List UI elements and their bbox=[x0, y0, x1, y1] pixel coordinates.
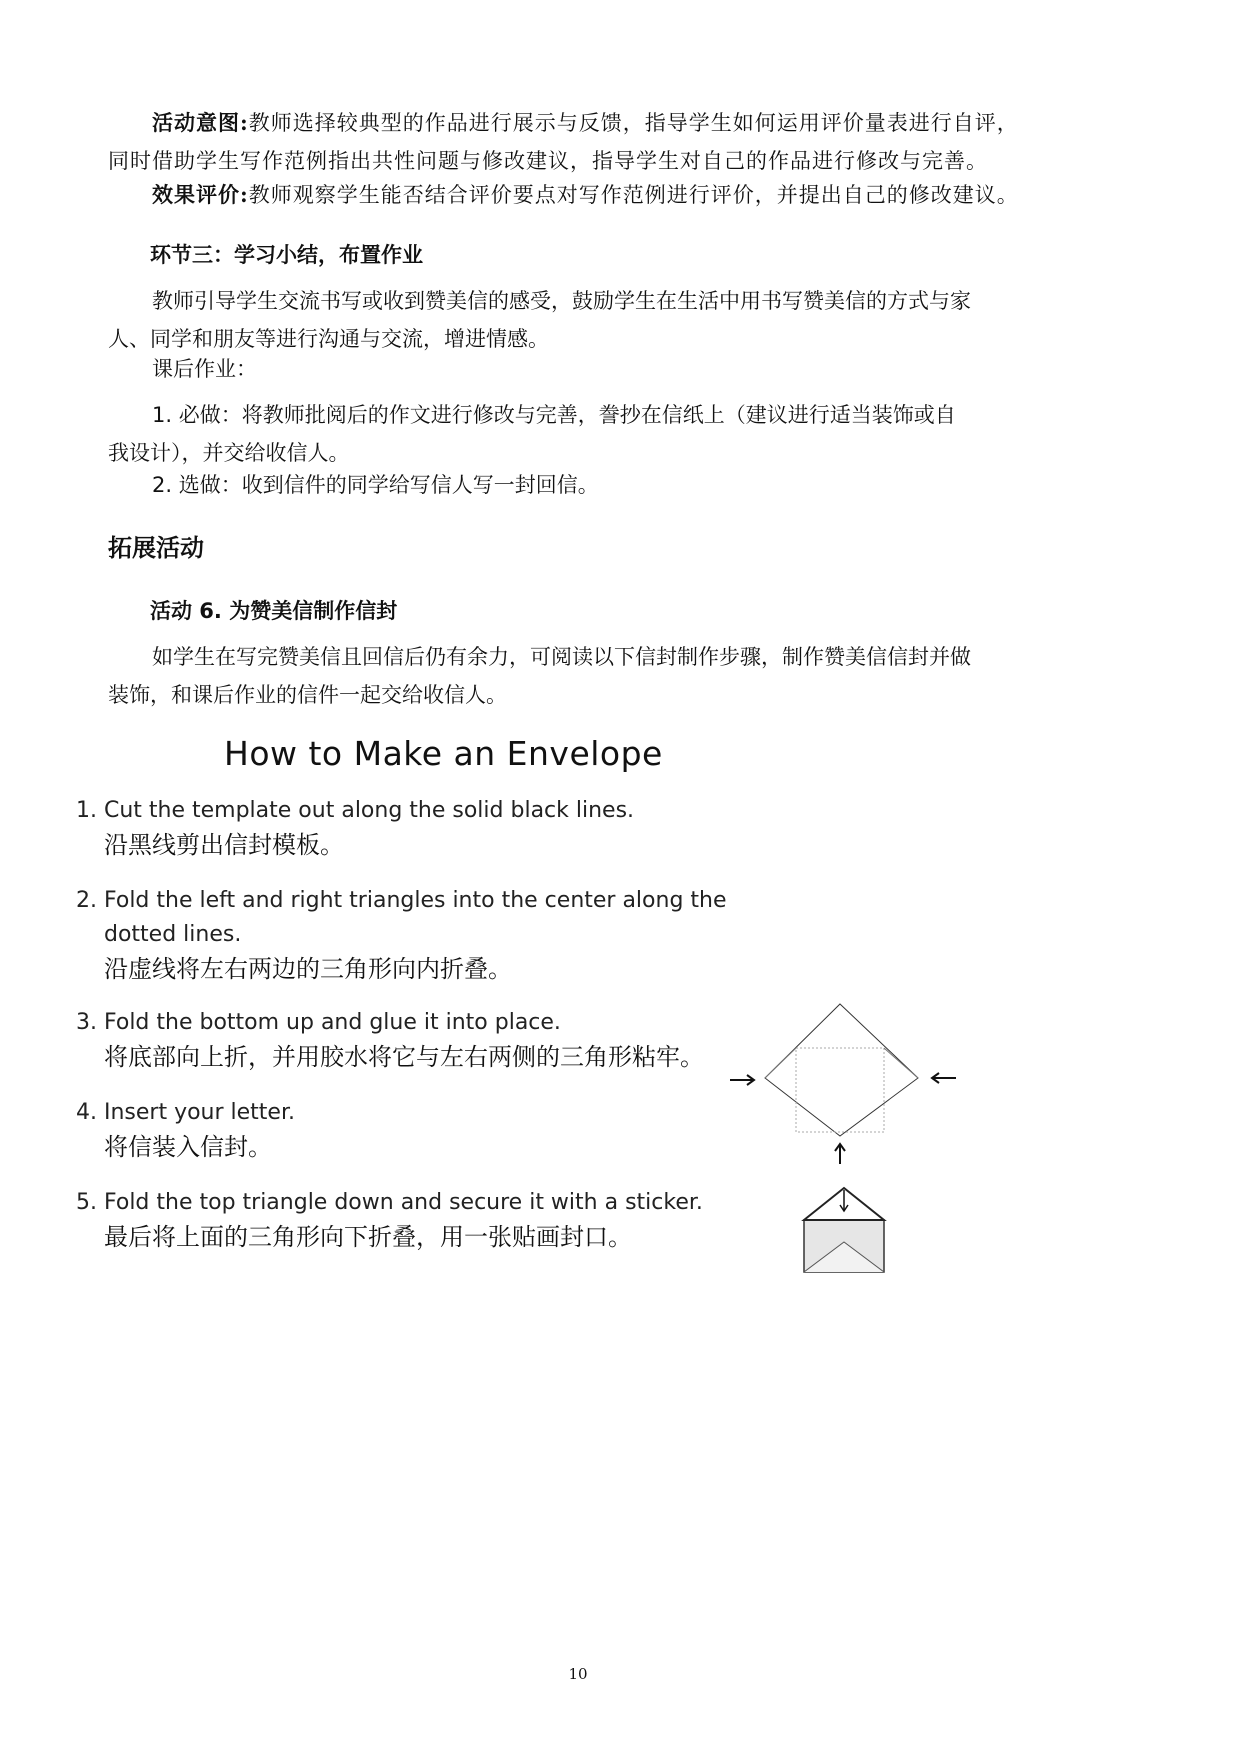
step2-en2: dotted lines. bbox=[104, 922, 242, 947]
envelope-template-diagram bbox=[720, 1000, 970, 1170]
step2-zh: 沿虚线将左右两边的三角形向内折叠。 bbox=[104, 955, 512, 983]
hw1-line2: 我设计），并交给收信人。 bbox=[108, 441, 350, 465]
arrow-right-icon bbox=[730, 1075, 754, 1085]
step4-en: 4. Insert your letter. bbox=[76, 1100, 295, 1125]
effect-eval-text: 教师观察学生能否结合评价要点对写作范例进行评价，并提出自己的修改建议。 bbox=[248, 183, 1019, 207]
section3-para-line1: 教师引导学生交流书写或收到赞美信的感受，鼓励学生在生活中用书写赞美信的方式与家 bbox=[152, 289, 971, 313]
activity-intent bbox=[108, 104, 1138, 180]
effect-eval-label: 效果评价: bbox=[152, 182, 249, 207]
arrow-up-icon bbox=[835, 1144, 845, 1164]
section3-paragraph bbox=[108, 282, 1138, 358]
hw1-line1: 1. 必做：将教师批阅后的作文进行修改与完善，誊抄在信纸上（建议进行适当装饰或自 bbox=[152, 403, 956, 427]
extension-heading: 拓展活动 bbox=[108, 534, 204, 562]
step1-zh: 沿黑线剪出信封模板。 bbox=[104, 831, 344, 859]
step1-en: 1. Cut the template out along the solid black lines. bbox=[76, 798, 635, 823]
envelope-step-1 bbox=[76, 794, 836, 862]
envelope-step-2 bbox=[76, 884, 836, 986]
step5-zh: 最后将上面的三角形向下折叠，用一张贴画封口。 bbox=[104, 1223, 632, 1251]
step4-zh: 将信装入信封。 bbox=[104, 1133, 272, 1161]
extension-para-line2: 装饰，和课后作业的信件一起交给收信人。 bbox=[108, 683, 507, 707]
step3-zh: 将底部向上折，并用胶水将它与左右两侧的三角形粘牢。 bbox=[104, 1043, 704, 1071]
envelope-title: How to Make an Envelope bbox=[224, 734, 663, 773]
extension-para-line1: 如学生在写完赞美信且回信后仍有余力，可阅读以下信封制作步骤，制作赞美信信封并做 bbox=[152, 645, 971, 669]
extension-paragraph bbox=[108, 638, 1138, 714]
section3-heading: 环节三：学习小结，布置作业 bbox=[150, 243, 423, 267]
homework-item-2: 2. 选做：收到信件的同学给写信人写一封回信。 bbox=[152, 473, 599, 497]
step5-en: 5. Fold the top triangle down and secure it with a sticker. bbox=[76, 1190, 703, 1215]
envelope-closed-diagram bbox=[796, 1184, 892, 1276]
arrow-left-icon bbox=[932, 1073, 956, 1083]
step2-en: 2. Fold the left and right triangles into the center along the bbox=[76, 888, 727, 913]
homework-item-1 bbox=[108, 396, 1138, 472]
page-number: 10 bbox=[568, 1665, 588, 1683]
envelope-step-3 bbox=[76, 1006, 776, 1074]
homework-label: 课后作业： bbox=[152, 357, 257, 381]
activity-intent-label: 活动意图: bbox=[152, 110, 249, 135]
activity-intent-line1: 教师选择较典型的作品进行展示与反馈，指导学生如何运用评价量表进行自评， bbox=[248, 111, 1019, 135]
activity-intent-line2: 同时借助学生写作范例指出共性问题与修改建议，指导学生对自己的作品进行修改与完善。 bbox=[108, 149, 988, 173]
activity6-heading: 活动 6. 为赞美信制作信封 bbox=[150, 599, 398, 623]
envelope-step-5 bbox=[76, 1186, 836, 1254]
section3-para-line2: 人、同学和朋友等进行沟通与交流，增进情感。 bbox=[108, 327, 549, 351]
step3-en: 3. Fold the bottom up and glue it into place. bbox=[76, 1010, 561, 1035]
effect-evaluation bbox=[152, 176, 1142, 214]
